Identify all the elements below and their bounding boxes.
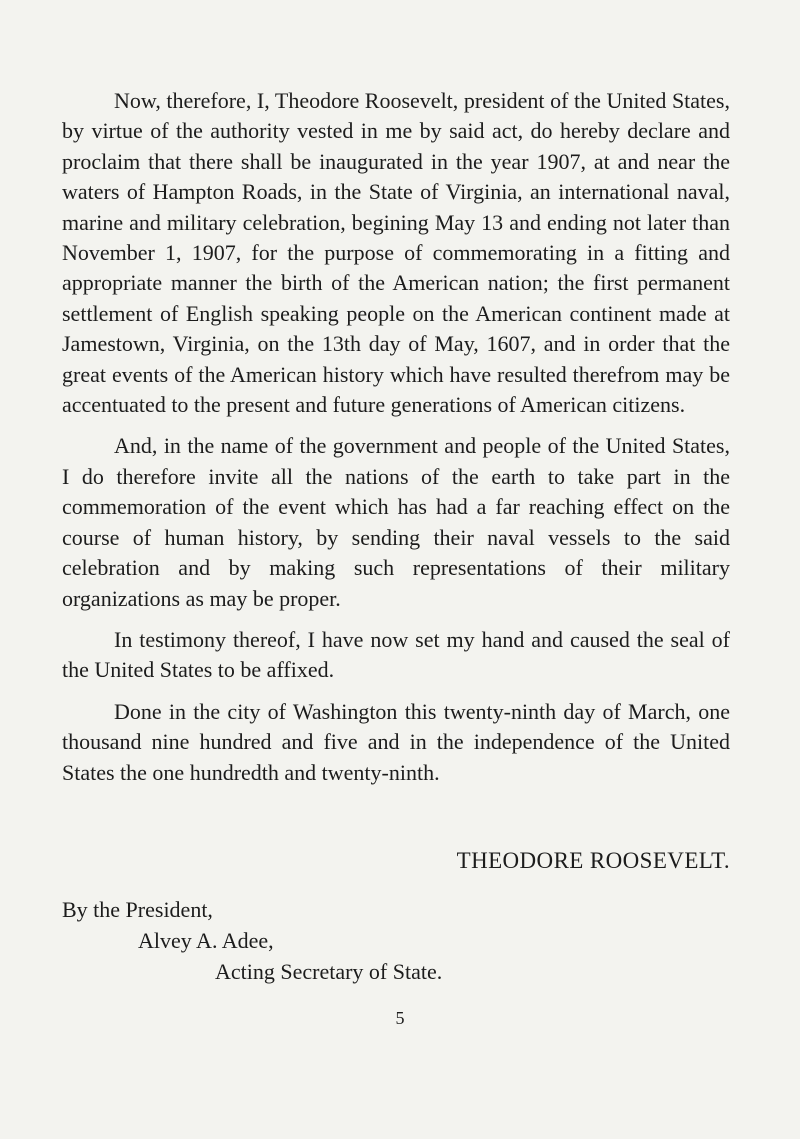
signature-line: THEODORE ROOSEVELT.	[456, 848, 730, 873]
attestation-title: Acting Secretary of State.	[215, 959, 443, 984]
attestation-block	[62, 894, 442, 987]
paragraph-dated: Done in the city of Washington this twenty-ninth day of March, one thousand nine hundred and five and in the independence of the United States the one hundredth and twenty-ninth.	[62, 698, 730, 785]
attestation-name: Alvey A. Adee,	[138, 928, 274, 953]
paragraph-proclamation: Now, therefore, I, Theodore Roosevelt, president of the United States, by virtue of the authority vested in me by said act, do hereby declare and proclaim that there shall be inaugurated in the year 1907, at and near the waters of Hampton Roads, in the State of Virginia, an international naval, marine and military celebration, begining May 13 and ending not later than November 1, 1907, for the purpose of commemorating in a fitting and appropriate manner the birth of the American nation; the first permanent settlement of English speaking people on the American continent made at Jamestown, Virginia, on the 13th day of May, 1607, and in order that the great events of the American history which have resulted therefrom may be accentuated to the present and future generations of American citizens.	[62, 88, 730, 418]
page-number: 5	[395, 1008, 405, 1028]
attestation-by-president: By the President,	[62, 897, 213, 922]
proclamation-body	[62, 86, 730, 799]
paragraph-testimony: In testimony thereof, I have now set my hand and caused the seal of the United States to be affixed.	[62, 626, 730, 683]
paragraph-invitation: And, in the name of the government and people of the United States, I do therefore invite all the nations of the earth to take part in the commemoration of the event which has had a far reaching effect on the course of human history, by sending their naval vessels to the said celebration and by making such representations of their military organizations as may be proper.	[62, 433, 730, 611]
